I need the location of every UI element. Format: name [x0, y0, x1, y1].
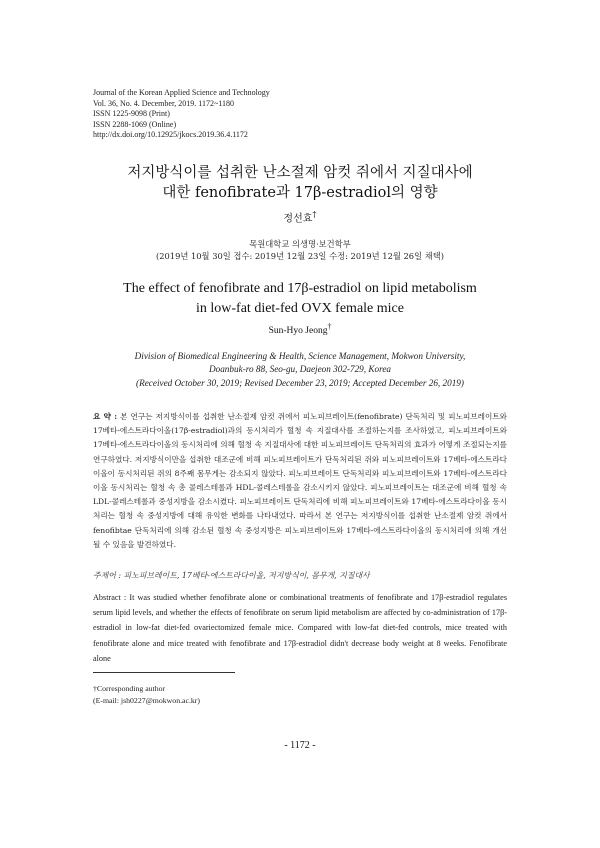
korean-dates: (2019년 10월 30일 접수: 2019년 12월 23일 수정: 2019년 12월 26일 채택): [156, 251, 444, 261]
korean-author: [0, 209, 600, 224]
english-abstract: [93, 590, 507, 666]
corresponding-mark: †: [312, 209, 317, 219]
footnote-divider: [93, 672, 235, 673]
english-affiliation-line1: Division of Biomedical Engineering & Health, Science Management, Mokwon University,: [134, 351, 466, 361]
english-author: [0, 322, 600, 336]
english-dates: (Received October 30, 2019; Revised December 23, 2019; Accepted December 26, 2019): [136, 377, 464, 388]
korean-affiliation: 목원대학교 의생명·보건학부: [249, 239, 351, 249]
corresponding-mark-en: †: [327, 322, 332, 331]
journal-name: Journal of the Korean Applied Science and Technology: [93, 88, 270, 97]
page-number: - 1172 -: [284, 740, 316, 751]
english-affiliation-line2: Doanbuk-ro 88, Seo-gu, Daejeon 302-729, Korea: [208, 364, 392, 375]
journal-header: [93, 88, 270, 141]
english-abstract-label: Abstract :: [93, 593, 127, 602]
english-affiliation-block: [0, 350, 600, 390]
footnote-email: (E-mail: jsh0227@mokwon.ac.kr): [93, 695, 201, 705]
footnote-corresponding: †Corresponding author: [93, 684, 166, 693]
english-title-line1: The effect of fenofibrate and 17β-estradiol on lipid metabolism: [123, 281, 477, 296]
issn-print: ISSN 1225-9098 (Print): [93, 109, 170, 119]
english-title-line2: in low-fat diet-fed OVX female mice: [196, 300, 404, 316]
korean-title: [60, 163, 540, 203]
footnote: [93, 683, 200, 706]
korean-abstract-label: 요 약 :: [93, 412, 118, 421]
journal-volume: Vol. 36, No. 4. December, 2019. 1172~1180: [93, 98, 235, 108]
korean-abstract: [93, 410, 507, 552]
english-abstract-text: It was studied whether fenofibrate alone or combinational treatments of fenofibrate and 17β-estradiol regulates serum lipid levels, and whether the effects of fenofibrate on serum lipid metabolism are affected by co-administration of 17β-estradiol in low-fat diet-fed ovariectomized female mice. Compared with low-fat diet-fed controls, mice treated with fenofibrate alone and mice treated with fenofibrate and 17β-estradiol didn't decrease body weight at 8 weeks. Fenofibrate alone: [93, 593, 508, 663]
korean-author-name: 정선효: [283, 213, 313, 225]
korean-title-line1: 저지방식이를 섭취한 난소절제 암컷 쥐에서 지질대사에: [127, 165, 473, 181]
english-author-name: Sun-Hyo Jeong: [268, 326, 328, 337]
english-title: [60, 279, 540, 318]
issn-online: ISSN 2288-1069 (Online): [93, 119, 177, 129]
doi-link[interactable]: http://dx.doi.org/10.12925/jkocs.2019.36.4.1172: [93, 130, 248, 140]
korean-abstract-text: 본 연구는 저지방식이를 섭취한 난소절제 암컷 쥐에서 피노피브레이트(fenofibrate) 단독처리 및 피노피브레이트와 17베타-에스트라다이올(17β-estradiol)과의 동시처리가 혈청 속 지질대사를 조절하는지를 조사하였고, 피노피브레이트와 17베타-에스트라다이올의 동시처리에 의해 혈청 속 지질대사에 대한 피노피브레이트 단독처리의 효과가 어떻게 조절되는지를 연구하였다. 저지방식이만을 섭취한 대조군에 비해 피노피브레이트가 단독처리된 쥐와 피노피브레이트와 17베타-에스트라다이올이 동시처리된 쥐의 8주째 몸무게는 감소되지 않았다. 피노피브레이트 단독처리와 피노피브레이트와 17베타-에스트라다이올 동시처리는 혈청 속 총 콜레스테롤과 HDL-콜레스테롤을 감소시키지 않았다. 피노피브레이트는 대조군에 비해 혈청 속 LDL-콜레스테롤과 중성지방을 감소시켰다. 피노피브레이트 단독처리에 비해 피노피브레이트와 17베타-에스트라다이올 동시처리는 혈청 속 중성지방에 대해 유익한 변화를 나타내었다. 따라서 본 연구는 저지방식이를 섭취한 난소절제 암컷 쥐에서 fenofibtae 단독처리에 의해 감소된 혈청 속 중성지방은 피노피브레이트와 17베타-에스트라다이올의 동시처리에 의해 개선될 수 있음을 발견하였다.: [93, 412, 507, 549]
korean-affiliation-block: [0, 238, 600, 262]
korean-keywords: 주제어 : 피노피브레이트, 17베타-에스트라다이올, 저지방식이, 몸무게, 지질대사: [93, 571, 370, 580]
korean-title-line2: 대한 fenofibrate과 17β-estradiol의 영향: [162, 185, 438, 201]
